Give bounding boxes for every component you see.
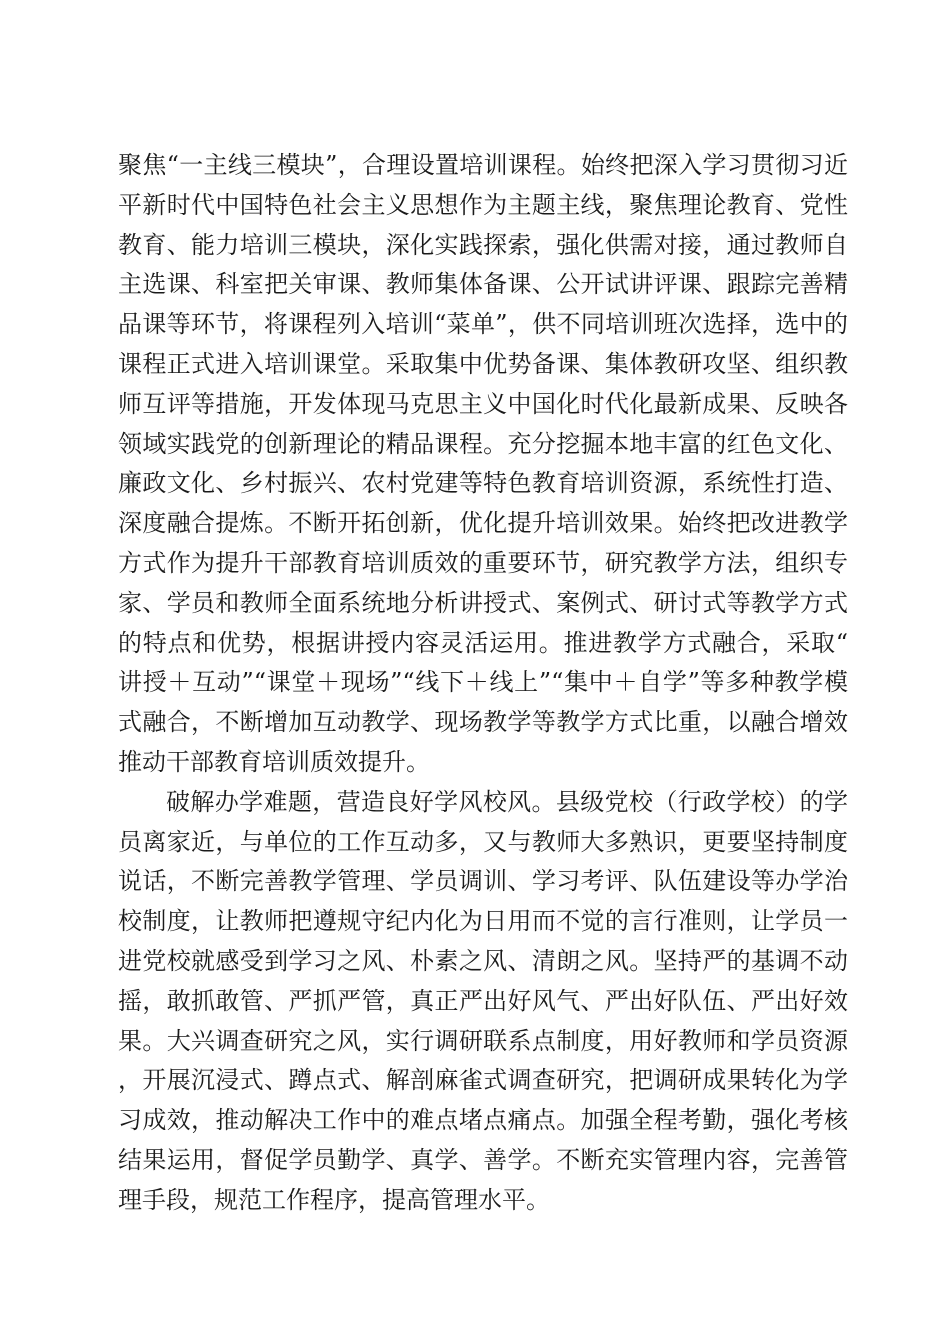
paragraph-course-design: 聚焦“一主线三模块”，合理设置培训课程。始终把深入学习贯彻习近平新时代中国特色社会主义思想作为主题主线，聚焦理论教育、党性教育、能力培训三模块，深化实践探索，强化供需对接，通过教师自主选课、科室把关审课、教师集体备课、公开试讲评课、跟踪完善精品课等环节，将课程列入培训“菜单”，供不同培训班次选择，选中的课程正式进入培训课堂。采取集中优势备课、集体教研攻坚、组织教师互评等措施，开发体现马克思主义中国化时代化最新成果、反映各领域实践党的创新理论的精品课程。充分挖掘本地丰富的红色文化、廉政文化、乡村振兴、农村党建等特色教育培训资源，系统性打造、深度融合提炼。不断开拓创新，优化提升培训效果。始终把改进教学方式作为提升干部教育培训质效的重要环节，研究教学方法，组织专家、学员和教师全面系统地分析讲授式、案例式、研讨式等教学方式的特点和优势，根据讲授内容灵活运用。推进教学方式融合，采取“讲授＋互动”“课堂＋现场”“线下＋线上”“集中＋自学”等多种教学模式融合，不断增加互动教学、现场教学等教学方式比重，以融合增效推动干部教育培训质效提升。 [118,151,848,776]
document-body [118,146,848,1221]
paragraph-school-management: 破解办学难题，营造良好学风校风。县级党校（行政学校）的学员离家近，与单位的工作互动多，又与教师大多熟识，更要坚持制度说话，不断完善教学管理、学员调训、学习考评、队伍建设等办学治校制度，让教师把遵规守纪内化为日用而不觉的言行准则，让学员一进党校就感受到学习之风、朴素之风、清朗之风。坚持严的基调不动摇，敢抓敢管、严抓严管，真正严出好风气、严出好队伍、严出好效果。大兴调查研究之风，实行调研联系点制度，用好教师和学员资源，开展沉浸式、蹲点式、解剖麻雀式调查研究，把调研成果转化为学习成效，推动解决工作中的难点堵点痛点。加强全程考勤，强化考核结果运用，督促学员勤学、真学、善学。不断充实管理内容，完善管理手段，规范工作程序，提高管理水平。 [118,787,848,1214]
